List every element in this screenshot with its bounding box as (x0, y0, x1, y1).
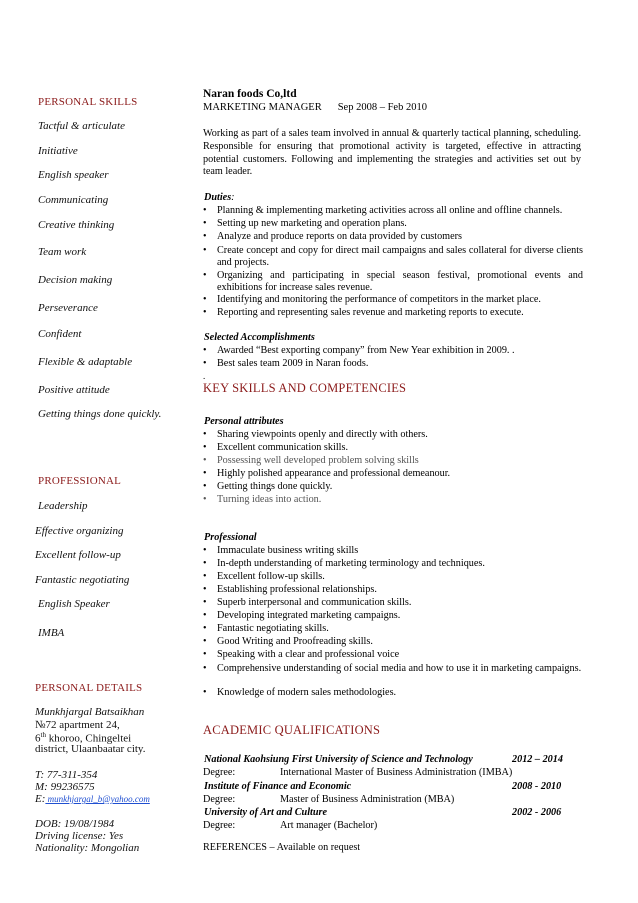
professional-skill-text: • Developing integrated marketing campaigns. (217, 610, 401, 621)
professional-skill-item (203, 571, 583, 583)
professional-skill-text: • Establishing professional relationships. (217, 584, 377, 595)
professional-skill-text: • Immaculate business writing skills (217, 545, 359, 556)
skill-item: Getting things done quickly. (38, 408, 162, 420)
job-summary: Working as part of a sales team involved in annual & quarterly tactical planning, scheduling. Responsible for ensuring that promotional activity is targeted, effective in attracting potential customers. Following and implementing the strategies and activities set out by team leader. (203, 128, 581, 178)
skill-item: Positive attitude (38, 384, 110, 396)
school-name: University of Art and Culture (204, 807, 328, 818)
stray-dot: . (203, 371, 206, 381)
duty-text: • Identifying and monitoring the performance of competitors in the market place. (217, 294, 541, 305)
nationality: Nationality: Mongolian (35, 842, 140, 854)
duty-text: • Setting up new marketing and operation plans. (217, 218, 407, 229)
duty-text: • Reporting and representing sales revenue and marketing reports to execute. (217, 307, 524, 318)
job-position: MARKETING MANAGER (203, 102, 322, 113)
dob: DOB: 19/08/1984 (35, 818, 115, 830)
job-dates: Sep 2008 – Feb 2010 (337, 102, 427, 113)
duty-item (203, 270, 583, 294)
school-years: 2002 - 2006 (512, 807, 562, 818)
attribute-item (203, 468, 583, 480)
duty-item (203, 245, 583, 269)
professional-skills-heading: Professional (204, 532, 257, 543)
professional-skill-text: • Speaking with a clear and professional voice (217, 649, 400, 660)
references: REFERENCES – Available on request (203, 842, 361, 853)
professional-skill-item (203, 687, 583, 699)
degree-label: Degree: (203, 820, 236, 831)
professional-item: IMBA (38, 627, 65, 639)
professional-skill-text: • Good Writing and Proofreading skills. (217, 636, 373, 647)
skill-item: Tactful & articulate (38, 120, 125, 132)
duty-item (203, 294, 583, 306)
personal-skills-heading: PERSONAL SKILLS (38, 96, 138, 108)
school-years: 2012 – 2014 (512, 754, 563, 765)
degree-label: Degree: (203, 767, 236, 778)
attribute-text: • Turning ideas into action. (217, 494, 322, 505)
school-name: Institute of Finance and Economic (204, 781, 352, 792)
professional-skill-text: • Excellent follow-up skills. (217, 571, 325, 582)
professional-skill-text: • Fantastic negotiating skills. (217, 623, 329, 634)
address-rest: khoroo, Chingeltei (45, 732, 132, 745)
license: Driving license: Yes (35, 830, 124, 842)
job-position-line (203, 102, 427, 115)
duty-text: • Organizing and participating in special season festival, promotional events and exhibitions for increase sales revenue. (217, 270, 583, 293)
professional-skill-item (203, 545, 583, 557)
address-ordinal: th (40, 731, 46, 739)
key-skills-heading: KEY SKILLS AND COMPETENCIES (203, 381, 407, 395)
duties-title: Duties (204, 192, 232, 203)
attribute-text: • Possessing well developed problem solving skills (217, 455, 419, 466)
address-line: district, Ulaanbaatar city. (35, 743, 146, 755)
address-number: 6 (35, 732, 41, 745)
professional-skill-item (203, 597, 583, 609)
degree-name: Art manager (Bachelor) (280, 820, 378, 831)
attribute-item (203, 429, 583, 441)
duty-item (203, 205, 583, 217)
address-line: №72 apartment 24, (35, 719, 120, 731)
skill-item: English speaker (38, 169, 109, 181)
email-link[interactable]: munkhjargal_b@yahoo.com (45, 794, 150, 804)
duty-item (203, 231, 583, 243)
degree-line (203, 820, 377, 833)
professional-item: Effective organizing (35, 525, 124, 537)
duty-text: • Create concept and copy for direct mail campaigns and sales collateral for diverse clients and projects. (217, 245, 583, 268)
skill-item: Perseverance (38, 302, 98, 314)
attribute-text: • Getting things done quickly. (217, 481, 333, 492)
professional-skill-text: • In-depth understanding of marketing terminology and techniques. (217, 558, 485, 569)
professional-item: Leadership (38, 500, 88, 512)
accomplishment-text: • Awarded “Best exporting company” from New Year exhibition in 2009. . (217, 345, 515, 356)
attribute-text: • Excellent communication skills. (217, 442, 348, 453)
professional-skill-text: • Comprehensive understanding of social media and how to use it in marketing campaigns. (217, 663, 582, 674)
personal-attributes-heading: Personal attributes (204, 416, 284, 427)
professional-heading: PROFESSIONAL (38, 475, 122, 487)
professional-skill-item (203, 610, 583, 622)
skill-item: Decision making (38, 274, 113, 286)
degree-line (203, 794, 454, 807)
degree-line (203, 767, 512, 780)
professional-item: Excellent follow-up (35, 549, 121, 561)
degree-label: Degree: (203, 794, 236, 805)
professional-skill-item (203, 584, 583, 596)
professional-skill-text: • Knowledge of modern sales methodologies. (217, 687, 397, 698)
school-years: 2008 - 2010 (512, 781, 562, 792)
attribute-item (203, 481, 583, 493)
school-name: National Kaohsiung First University of Science and Technology (204, 754, 473, 765)
company-name: Naran foods Co,ltd (203, 88, 297, 100)
attribute-item (203, 494, 583, 506)
email-label: E: (35, 793, 46, 805)
attribute-text: • Highly polished appearance and professional demeanour. (217, 468, 451, 479)
phone: T: 77-311-354 (35, 769, 98, 781)
accomplishment-item (203, 358, 583, 370)
attribute-item (203, 455, 583, 467)
duty-text: • Planning & implementing marketing activities across all online and offline channels. (217, 205, 563, 216)
professional-item: English Speaker (38, 598, 110, 610)
duties-colon: : (231, 192, 235, 203)
degree-name: Master of Business Administration (MBA) (280, 794, 455, 805)
duty-item (203, 218, 583, 230)
name: Munkhjargal Batsaikhan (35, 706, 145, 718)
duties-heading (204, 192, 235, 205)
skill-item: Team work (38, 246, 87, 258)
skill-item: Creative thinking (38, 219, 115, 231)
skill-item: Flexible & adaptable (38, 356, 133, 368)
degree-name: International Master of Business Administration (IMBA) (280, 767, 513, 778)
duty-item (203, 307, 583, 319)
professional-skill-item (203, 623, 583, 635)
professional-skill-item (203, 663, 583, 675)
professional-item: Fantastic negotiating (35, 574, 130, 586)
professional-skill-item (203, 558, 583, 570)
professional-skill-text: • Superb interpersonal and communication skills. (217, 597, 412, 608)
accomplishments-heading: Selected Accomplishments (204, 332, 315, 343)
accomplishment-text: • Best sales team 2009 in Naran foods. (217, 358, 369, 369)
skill-item: Confident (38, 328, 82, 340)
attribute-item (203, 442, 583, 454)
professional-skill-item (203, 636, 583, 648)
professional-skill-item (203, 649, 583, 661)
skill-item: Communicating (38, 194, 109, 206)
accomplishment-item (203, 345, 583, 357)
email-line (35, 793, 150, 805)
academic-heading: ACADEMIC QUALIFICATIONS (203, 723, 381, 737)
attribute-text: • Sharing viewpoints openly and directly with others. (217, 429, 428, 440)
duty-text: • Analyze and produce reports on data provided by customers (217, 231, 462, 242)
skill-item: Initiative (38, 145, 78, 157)
mobile: M: 99236575 (35, 781, 95, 793)
personal-details-heading: PERSONAL DETAILS (35, 682, 143, 694)
